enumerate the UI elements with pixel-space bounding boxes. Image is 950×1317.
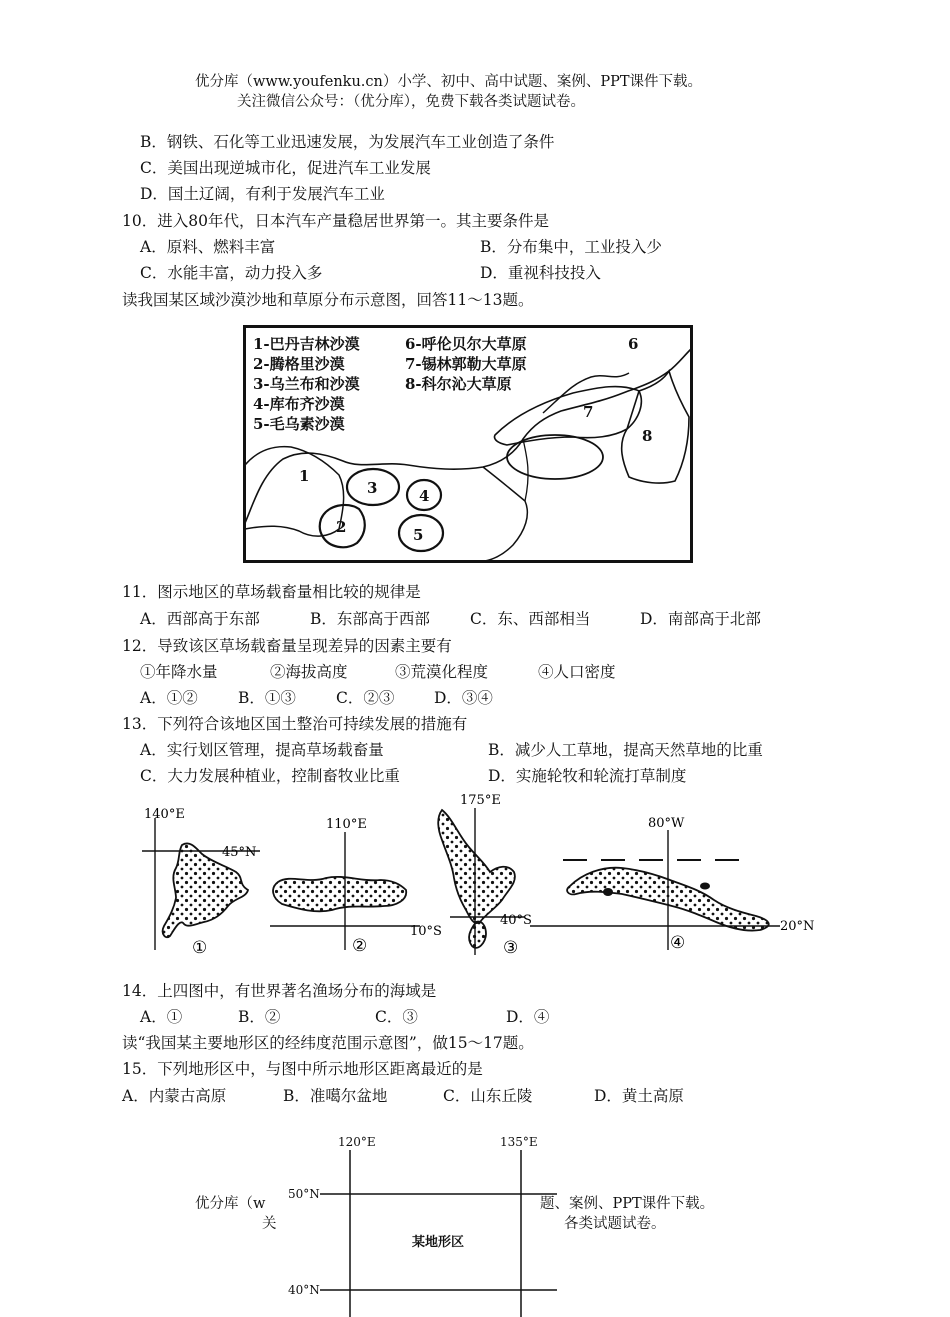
grid-lat-40: 40°N [288, 1283, 320, 1297]
q11-stem: 11．图示地区的草场载畜量相比较的规律是 [122, 583, 421, 601]
island-figures [130, 790, 830, 965]
q12-option-a: A．①② [140, 689, 198, 707]
q12-option-d: D．③④ [434, 689, 493, 707]
grid-lon-120: 120°E [338, 1135, 376, 1149]
island-figure-2 [270, 817, 442, 956]
q13-option-c: C．大力发展种植业，控制畜牧业比重 [140, 767, 400, 785]
header-line-2: 关注微信公众号：（优分库），免费下载各类试题试卷。 [237, 94, 585, 110]
legend-item-8: 8-科尔沁大草原 [405, 375, 512, 393]
q13-stem: 13．下列符合该地区国土整治可持续发展的措施有 [122, 715, 468, 733]
island-figure-3 [438, 793, 532, 958]
grid-lon-135: 135°E [500, 1135, 538, 1149]
map-label-4: 4 [419, 487, 430, 505]
legend-item-3: 3-乌兰布和沙漠 [253, 375, 360, 393]
q14-stem: 14．上四图中，有世界著名渔场分布的海域是 [122, 982, 437, 1000]
island-figure-4 [530, 816, 814, 953]
q9-option-c: C．美国出现逆城市化，促进汽车工业发展 [140, 159, 431, 177]
q14-option-d: D．④ [506, 1008, 550, 1026]
map-label-1: 1 [299, 467, 310, 485]
q12-factor-3: ③荒漠化程度 [395, 663, 489, 681]
footer-line-2-right: 各类试题试卷。 [564, 1216, 666, 1232]
fig1-lat: 45°N [222, 845, 257, 860]
q15-option-b: B．准噶尔盆地 [283, 1087, 388, 1105]
map-label-7: 7 [583, 403, 594, 421]
q10-option-a: A．原料、燃料丰富 [140, 238, 276, 256]
q10-option-d: D．重视科技投入 [480, 264, 601, 282]
q9-option-b: B．钢铁、石化等工业迅速发展，为发展汽车工业创造了条件 [140, 133, 555, 151]
q12-factor-4: ④人口密度 [538, 663, 616, 681]
legend-item-5: 5-毛乌素沙漠 [253, 415, 345, 433]
fig2-lat: 10°S [410, 924, 442, 939]
grid-lat-50: 50°N [288, 1187, 320, 1201]
fig2-num: ② [352, 936, 368, 956]
footer-line-1-right: 题、案例、PPT课件下载。 [540, 1196, 715, 1212]
q12-factor-1: ①年降水量 [140, 663, 218, 681]
q10-stem: 10．进入80年代，日本汽车产量稳居世界第一。其主要条件是 [122, 212, 549, 230]
fig3-num: ③ [503, 938, 519, 958]
q14-option-a: A．① [140, 1008, 183, 1026]
fig4-num: ④ [670, 933, 686, 953]
fig2-lon: 110°E [326, 817, 367, 832]
intro-11-13: 读我国某区域沙漠沙地和草原分布示意图，回答11～13题。 [122, 291, 534, 309]
q10-option-c: C．水能丰富，动力投入多 [140, 264, 323, 282]
q15-stem: 15．下列地形区中，与图中所示地形区距离最近的是 [122, 1060, 483, 1078]
fig4-lon: 80°W [648, 816, 685, 831]
island-figure-1 [142, 807, 260, 958]
q9-option-d: D．国土辽阔，有利于发展汽车工业 [140, 185, 385, 203]
q11-option-b: B．东部高于西部 [310, 610, 430, 628]
q14-option-b: B．② [238, 1008, 281, 1026]
fig3-lon: 175°E [460, 793, 501, 808]
q12-option-b: B．①③ [238, 689, 296, 707]
map-label-5: 5 [413, 526, 424, 544]
legend-item-4: 4-库布齐沙漠 [253, 395, 345, 413]
fig4-lat: 20°N [780, 919, 815, 934]
q15-option-c: C．山东丘陵 [443, 1087, 533, 1105]
q15-option-a: A．内蒙古高原 [122, 1087, 227, 1105]
q13-option-a: A．实行划区管理，提高草场载畜量 [140, 741, 384, 759]
map-label-8: 8 [642, 427, 653, 445]
legend-item-2: 2-腾格里沙漠 [253, 355, 345, 373]
q11-option-a: A．西部高于东部 [140, 610, 260, 628]
q12-option-c: C．②③ [336, 689, 395, 707]
fig1-lon: 140°E [144, 807, 185, 822]
q15-option-d: D．黄土高原 [594, 1087, 684, 1105]
q13-option-b: B．减少人工草地，提高天然草地的比重 [488, 741, 763, 759]
fig1-num: ① [192, 938, 208, 958]
footer-line-1-left: 优分库（w [195, 1196, 266, 1212]
footer-line-2-left: 关 [262, 1216, 277, 1232]
q12-stem: 12．导致该区草场载畜量呈现差异的因素主要有 [122, 637, 452, 655]
q12-factor-2: ②海拔高度 [270, 663, 348, 681]
legend-item-1: 1-巴丹吉林沙漠 [253, 335, 360, 353]
map-label-3: 3 [367, 479, 378, 497]
q11-option-c: C．东、西部相当 [470, 610, 591, 628]
terrain-grid-map [272, 1132, 562, 1317]
q14-option-c: C．③ [375, 1008, 418, 1026]
legend-item-6: 6-呼伦贝尔大草原 [405, 335, 527, 353]
grid-center-label: 某地形区 [412, 1235, 465, 1250]
intro-15-17: 读“我国某主要地形区的经纬度范围示意图”，做15～17题。 [122, 1034, 534, 1052]
fig3-lat: 40°S [500, 913, 532, 928]
q13-option-d: D．实施轮牧和轮流打草制度 [488, 767, 687, 785]
legend-item-7: 7-锡林郭勒大草原 [405, 355, 527, 373]
desert-grassland-map [243, 325, 693, 563]
map-label-2: 2 [336, 518, 347, 536]
map-label-6: 6 [628, 335, 639, 353]
q10-option-b: B．分布集中，工业投入少 [480, 238, 662, 256]
header-line-1: 优分库（www.youfenku.cn）小学、初中、高中试题、案例、PPT课件下载。 [195, 74, 703, 90]
q11-option-d: D．南部高于北部 [640, 610, 761, 628]
